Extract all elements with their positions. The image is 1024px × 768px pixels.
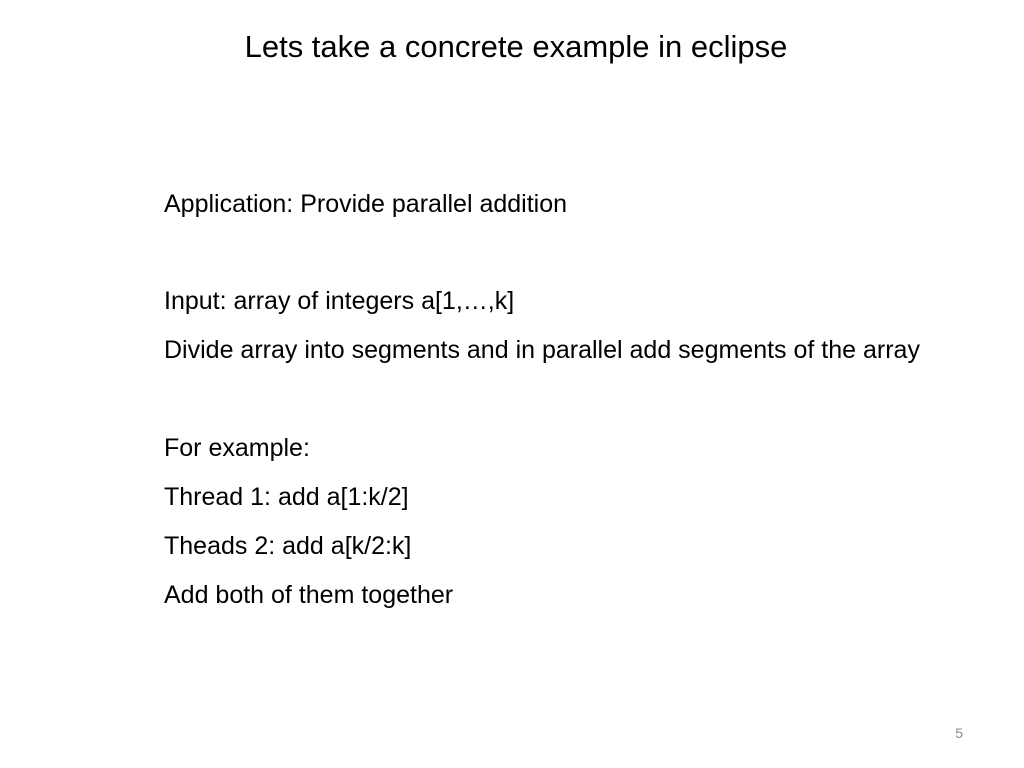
- slide-number: 5: [955, 725, 963, 741]
- slide-body: [164, 188, 954, 611]
- body-line-input: Input: array of integers a[1,…,k]: [164, 287, 515, 315]
- slide-title: Lets take a concrete example in eclipse: [244, 29, 788, 64]
- body-line-application: Application: Provide parallel addition: [164, 190, 568, 218]
- body-line-for-example: For example:: [164, 434, 310, 462]
- body-line-divide-array: Divide array into segments and in parallel add segments of the array: [164, 336, 920, 364]
- body-line-thread-1: Thread 1: add a[1:k/2]: [164, 483, 409, 511]
- body-line-add-both: Add both of them together: [164, 581, 454, 609]
- body-line-thread-2: Theads 2: add a[k/2:k]: [164, 532, 412, 560]
